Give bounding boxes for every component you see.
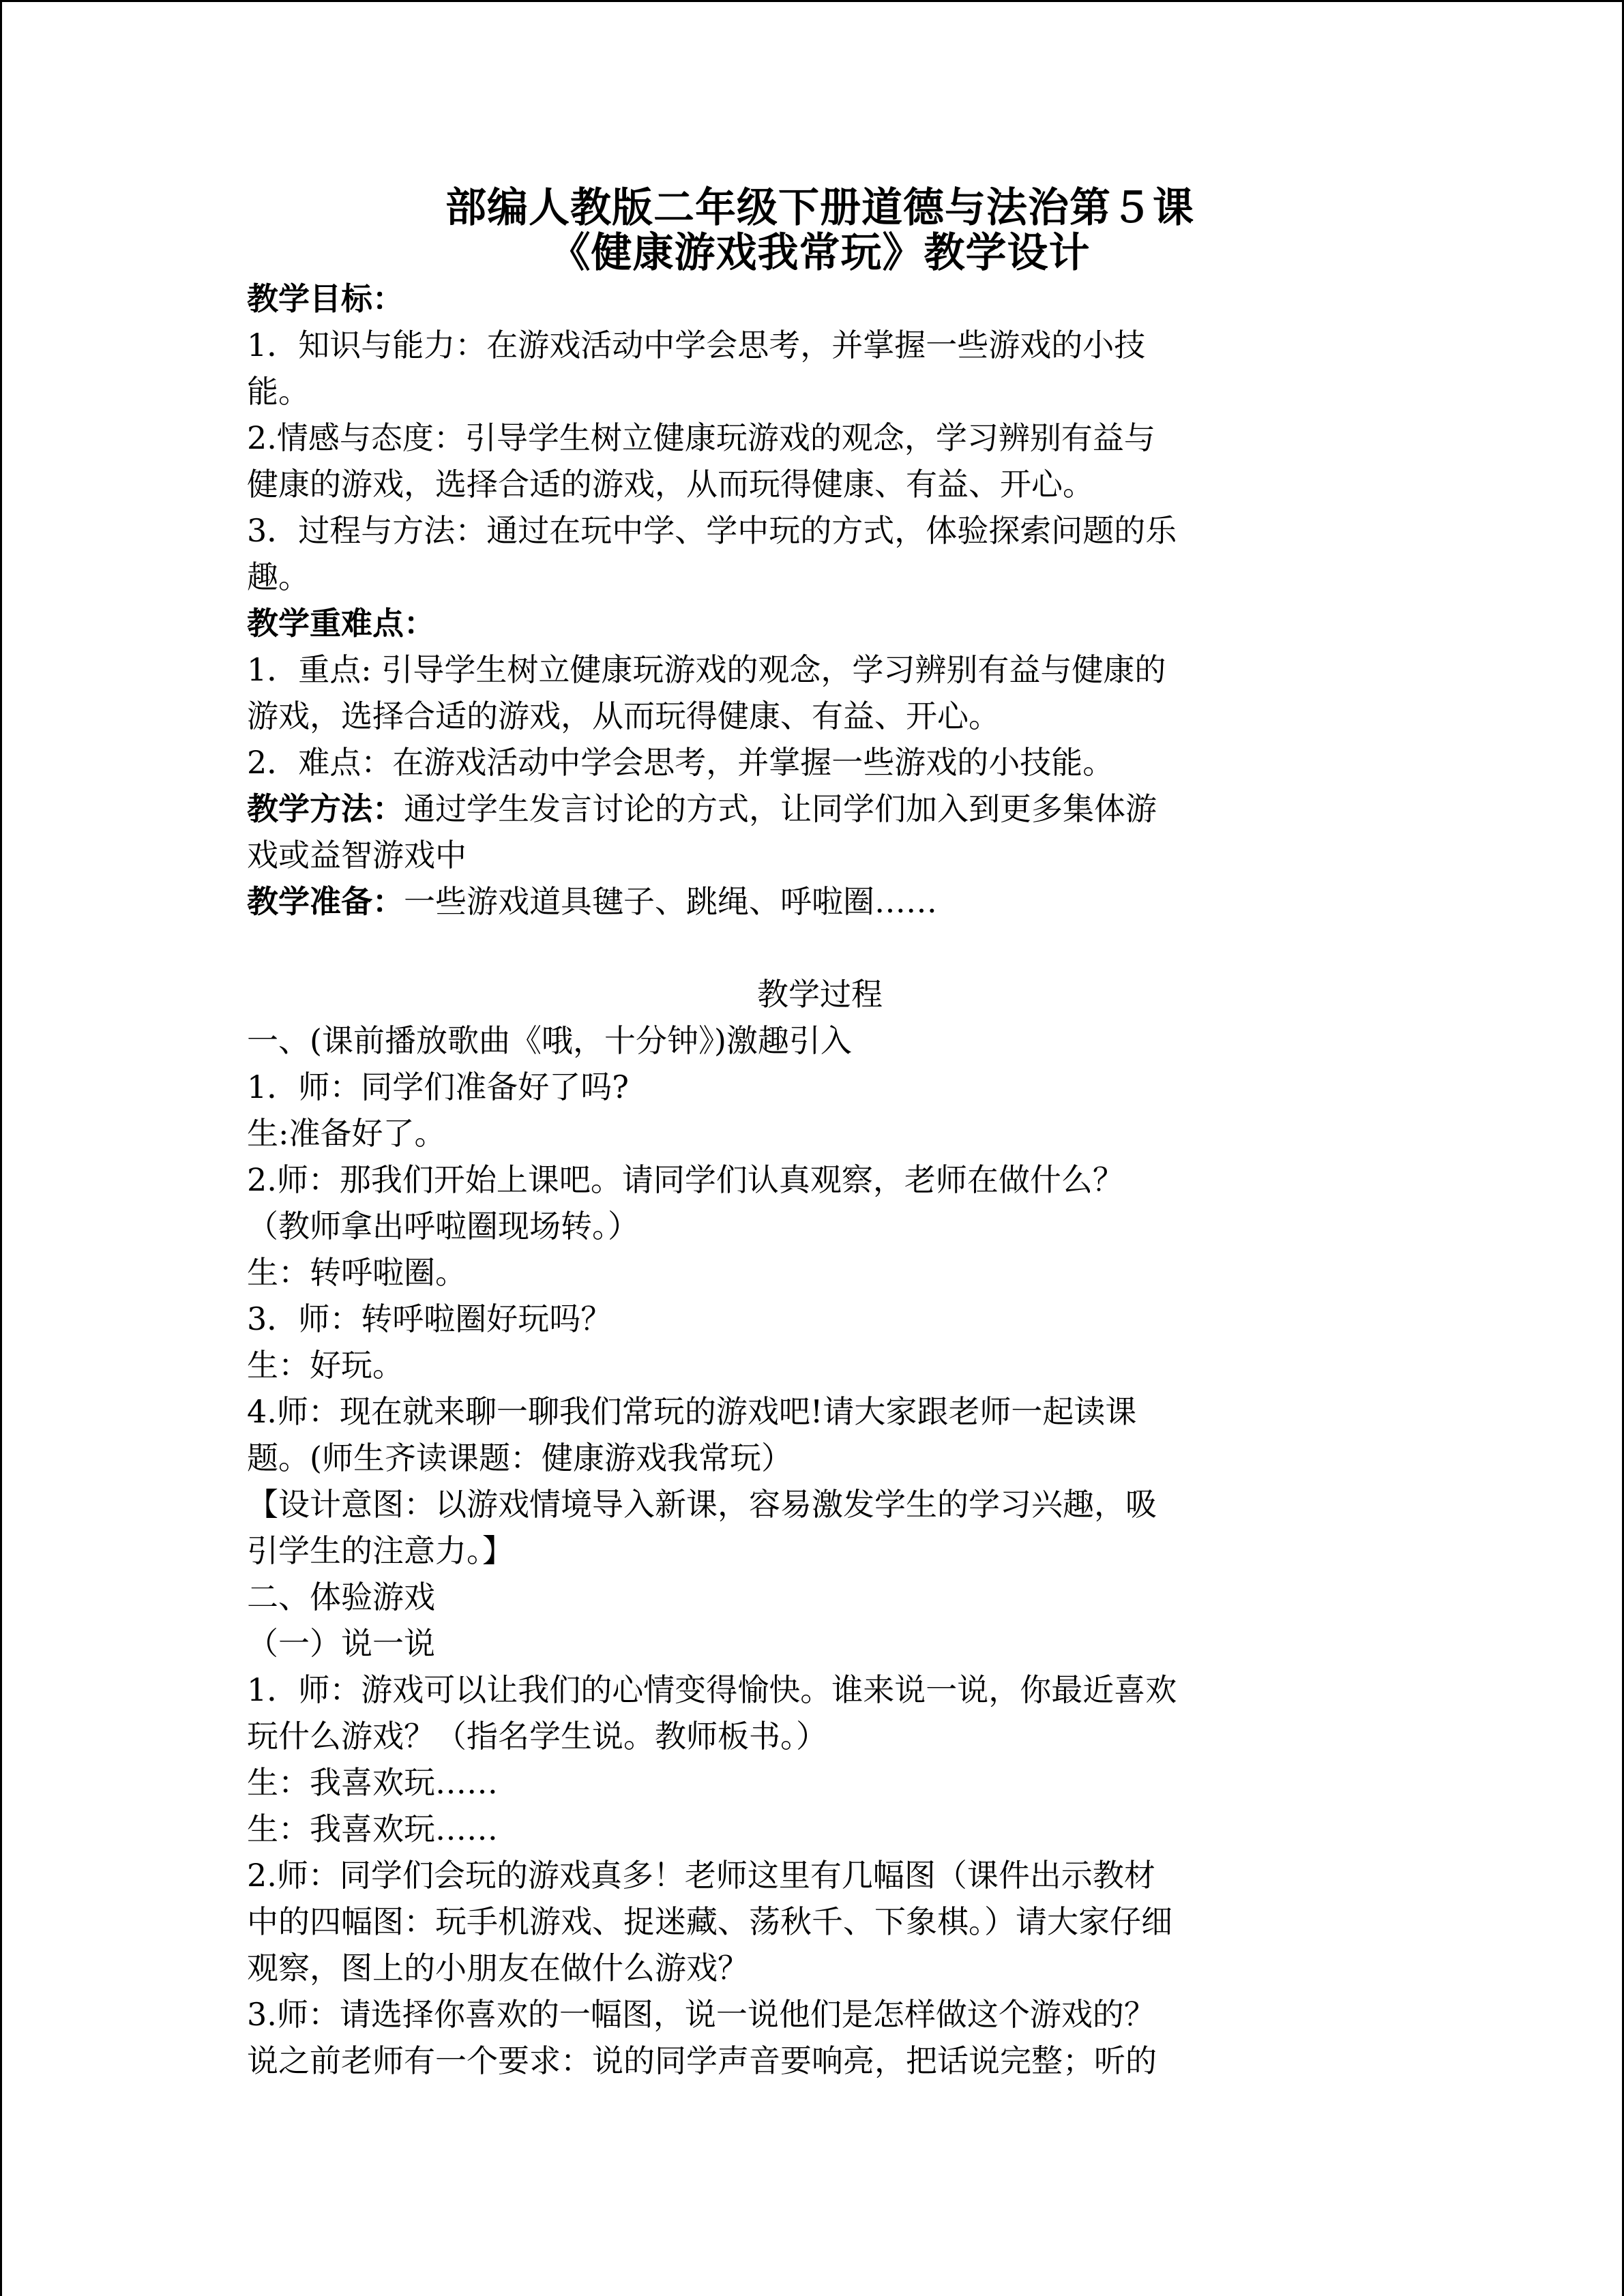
preparation-text: 一些游戏道具毽子、跳绳、呼啦圈…… (404, 883, 937, 920)
process-line: 生：转呼啦圈。 (247, 1254, 467, 1291)
document-title (220, 185, 1420, 275)
document-body (247, 185, 1393, 2084)
process-line: 观察，图上的小朋友在做什么游戏？ (247, 1950, 749, 1986)
objective-3-line-1: 3．过程与方法：通过在玩中学、学中玩的方式，体验探索问题的乐 (247, 512, 1177, 549)
process-line: 题。(师生齐读课题：健康游戏我常玩） (247, 1440, 793, 1476)
process-line: 说之前老师有一个要求：说的同学声音要响亮，把话说完整；听的 (247, 2042, 1157, 2079)
key-point-2-line-1: 2．难点：在游戏活动中学会思考，并掌握一些游戏的小技能。 (247, 744, 1114, 781)
process-line: 【设计意图：以游戏情境导入新课，容易激发学生的学习兴趣，吸 (247, 1486, 1157, 1523)
process-line: 一、(课前播放歌曲《哦，十分钟》)激趣引入 (247, 1022, 852, 1059)
process-line: 1．师：游戏可以让我们的心情变得愉快。谁来说一说，你最近喜欢 (247, 1671, 1177, 1708)
process-line: 3.师：请选择你喜欢的一幅图，说一说他们是怎样做这个游戏的？ (247, 1996, 1155, 2033)
process-line: 玩什么游戏？（指名学生说。教师板书。） (247, 1718, 827, 1755)
objectives-section (247, 275, 1393, 600)
process-line: 生：我喜欢玩…… (247, 1810, 498, 1847)
process-line: 引学生的注意力。】 (247, 1532, 514, 1569)
process-section (247, 971, 1393, 2084)
process-line: （一）说一说 (247, 1625, 435, 1662)
key-point-1-line-2: 游戏，选择合适的游戏，从而玩得健康、有益、开心。 (247, 698, 1000, 734)
objective-2-line-1: 2.情感与态度：引导学生树立健康玩游戏的观念，学习辨别有益与 (247, 419, 1155, 456)
method-line-2: 戏或益智游戏中 (247, 837, 467, 874)
title-line-1: 部编人教版二年级下册道德与法治第５课 (445, 184, 1194, 232)
process-line: （教师拿出呼啦圈现场转。） (247, 1208, 639, 1244)
process-line: 生：好玩。 (247, 1347, 404, 1384)
process-line: 生：我喜欢玩…… (247, 1764, 498, 1801)
method-line-1 (247, 786, 1393, 832)
objectives-heading: 教学目标： (247, 280, 404, 317)
process-line: 二、体验游戏 (247, 1579, 435, 1615)
key-points-section (247, 600, 1393, 786)
objective-1-line-1: 1．知识与能力：在游戏活动中学会思考，并掌握一些游戏的小技 (247, 327, 1146, 363)
process-line: 3．师：转呼啦圈好玩吗？ (247, 1300, 612, 1337)
process-line: 中的四幅图：玩手机游戏、捉迷藏、荡秋千、下象棋。）请大家仔细 (247, 1903, 1172, 1940)
preparation-section (247, 878, 1393, 925)
objective-1-line-2: 能。 (247, 373, 310, 410)
objective-2-line-2: 健康的游戏，选择合适的游戏，从而玩得健康、有益、开心。 (247, 466, 1094, 503)
process-line: 2.师：那我们开始上课吧。请同学们认真观察，老师在做什么？ (247, 1161, 1124, 1198)
preparation-label: 教学准备： (247, 883, 404, 920)
method-label: 教学方法： (247, 790, 404, 827)
process-heading: 教学过程 (757, 976, 883, 1013)
method-text: 通过学生发言讨论的方式，让同学们加入到更多集体游 (404, 790, 1157, 827)
preparation-line (247, 878, 1393, 925)
objective-3-line-2: 趣。 (247, 558, 310, 595)
process-line: 4.师：现在就来聊一聊我们常玩的游戏吧!请大家跟老师一起读课 (247, 1393, 1137, 1430)
process-line: 2.师：同学们会玩的游戏真多！老师这里有几幅图（课件出示教材 (247, 1857, 1155, 1894)
process-line: 生:准备好了。 (247, 1115, 446, 1152)
method-section (247, 786, 1393, 878)
blank-line (247, 925, 1393, 971)
key-point-1-line-1: 1．重点: 引导学生树立健康玩游戏的观念，学习辨别有益与健康的 (247, 651, 1166, 688)
title-line-2: 《健康游戏我常玩》教学设计 (549, 229, 1091, 277)
process-line: 1．师：同学们准备好了吗? (247, 1069, 629, 1105)
key-points-heading: 教学重难点： (247, 605, 435, 642)
